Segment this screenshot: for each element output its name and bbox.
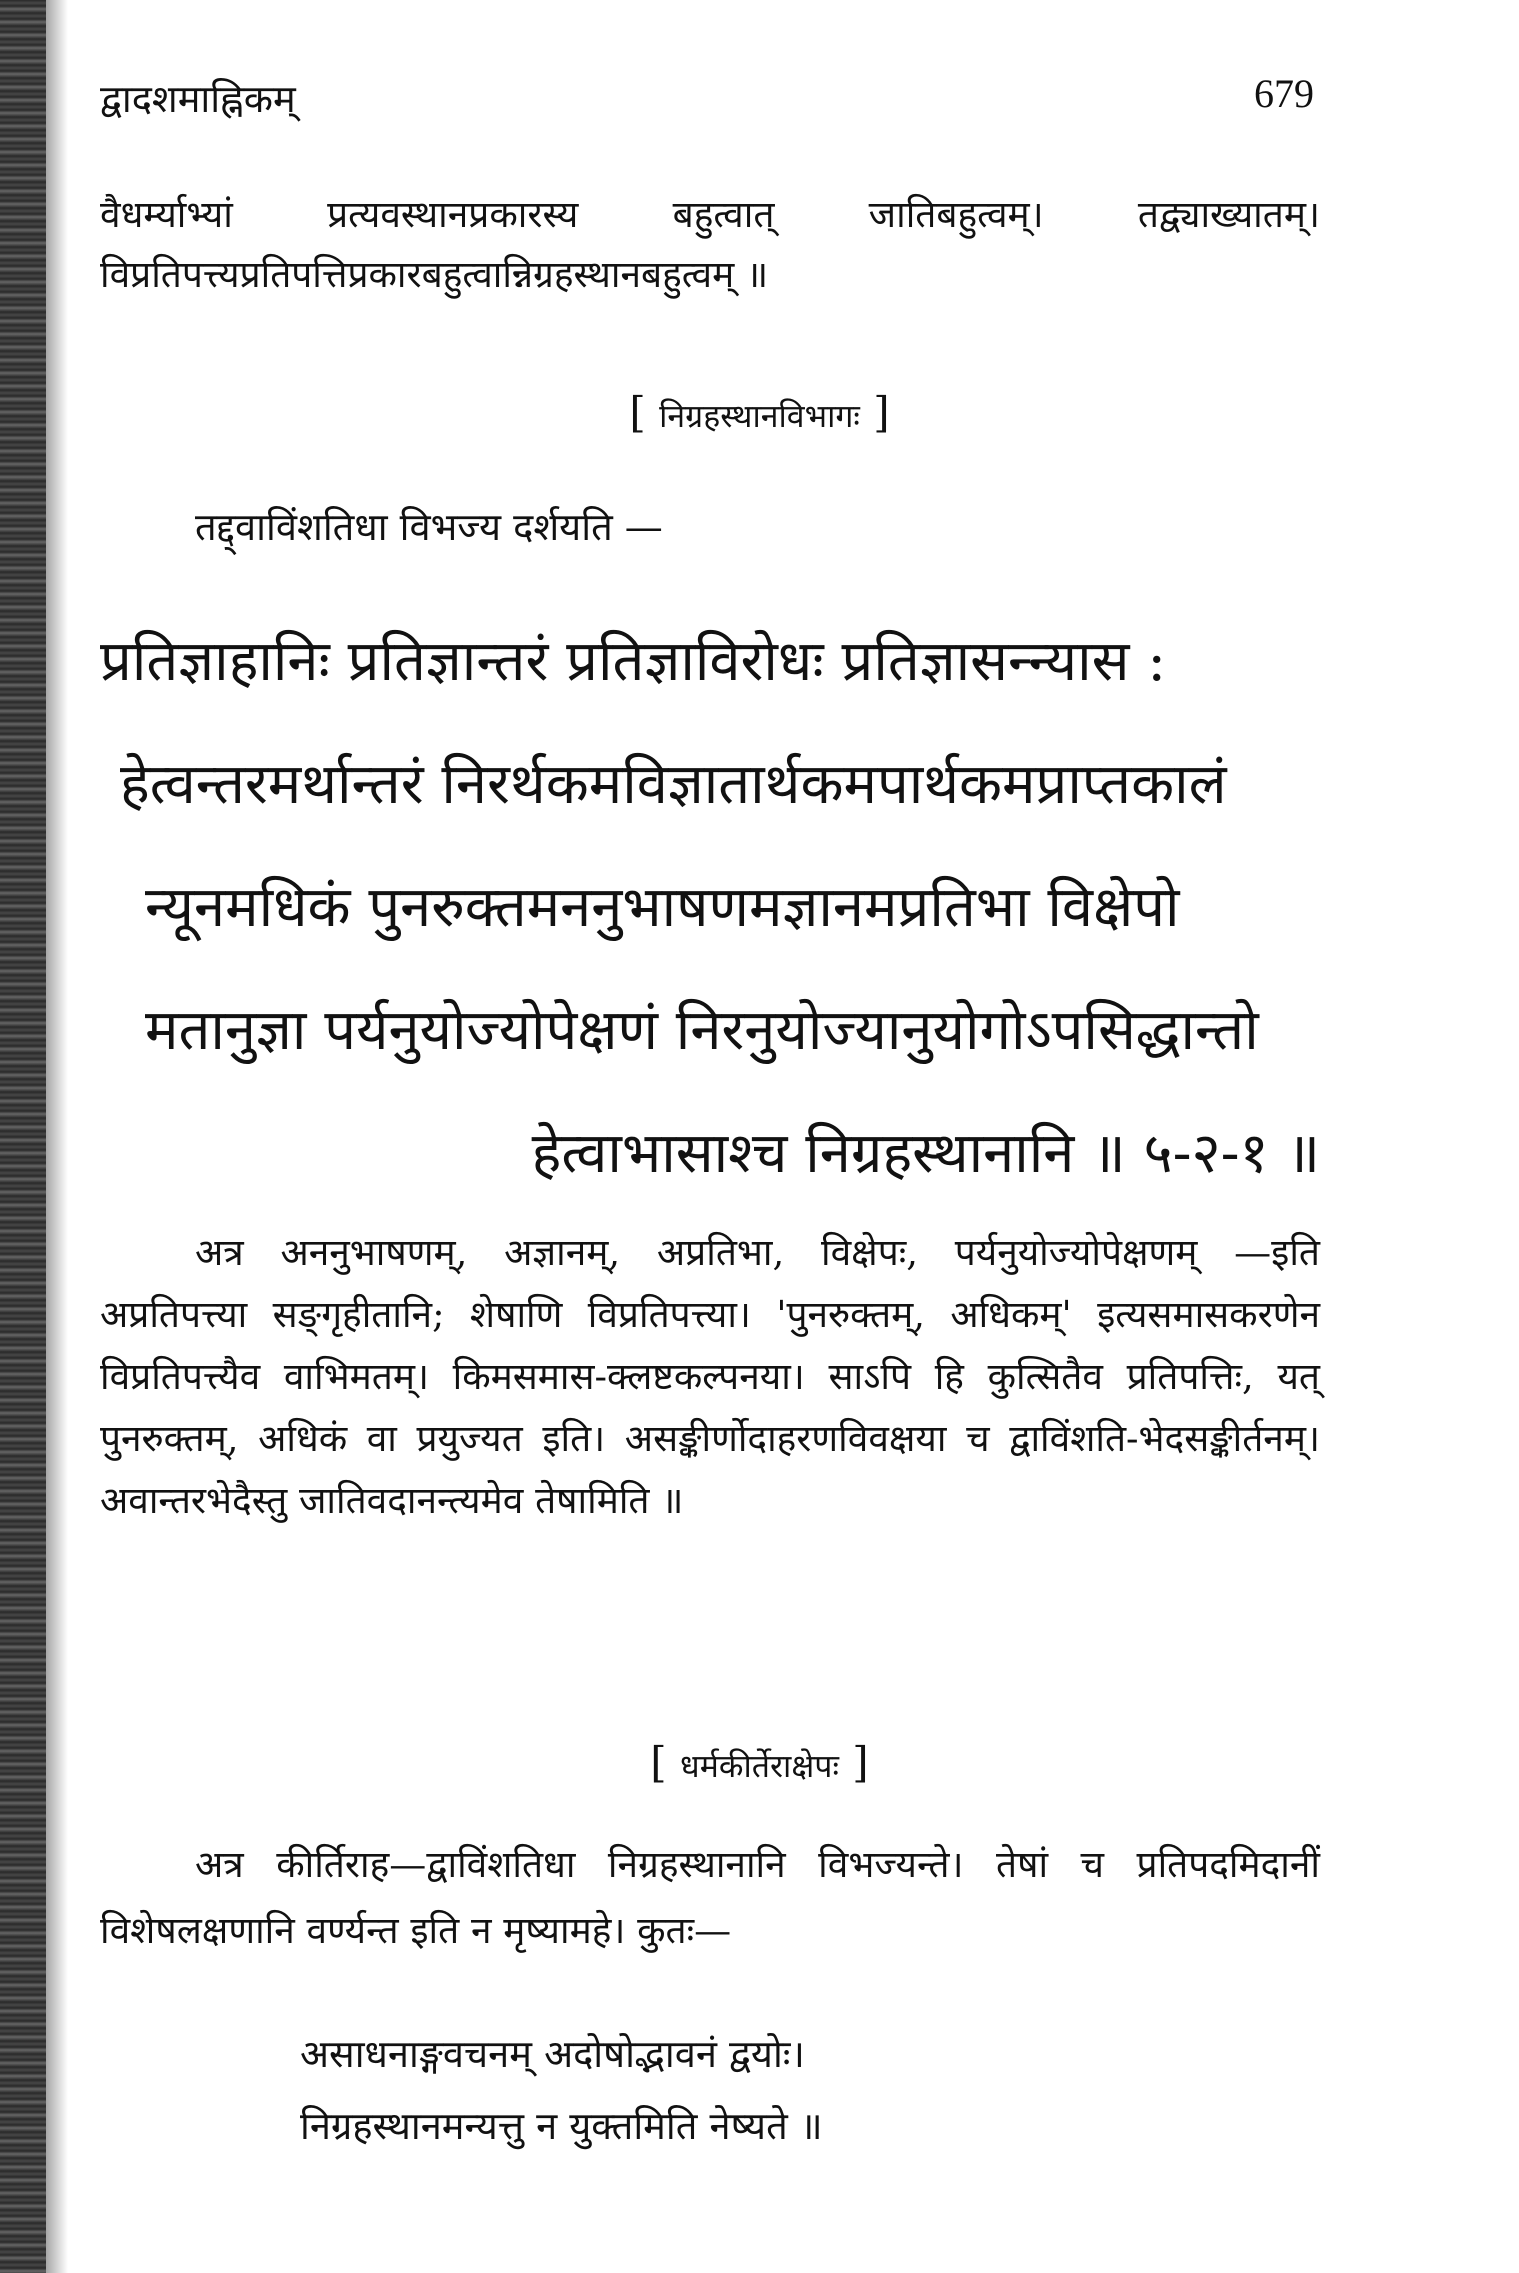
section-heading-1: [0, 388, 1519, 437]
sutra-line: प्रतिज्ञाहानिः प्रतिज्ञान्तरं प्रतिज्ञाविरोधः प्रतिज्ञासन्न्यास :: [100, 629, 1167, 694]
sutra-line: मतानुज्ञा पर्यनुयोज्योपेक्षणं निरनुयोज्यानुयोगोऽपसिद्धान्तो: [145, 998, 1259, 1063]
section-heading-2-text: धर्मकीर्तेराक्षेपः: [680, 1747, 839, 1785]
section-heading-1-text: निग्रहस्थानविभागः: [659, 397, 860, 435]
objection-paragraph: अत्र कीर्तिराह—द्वाविंशतिधा निग्रहस्थानानि विभज्यन्ते। तेषां च प्रतिपदमिदानीं विशेषलक्षणानि वर्ण्यन्त इति न मृष्यामहे। कुतः—: [100, 1843, 1320, 1952]
scan-binding-shadow: [46, 0, 68, 2273]
section-heading-2: [0, 1738, 1519, 1787]
page-number: 679: [1254, 71, 1314, 116]
scan-binding-edge: [0, 0, 46, 2273]
commentary-paragraph: अत्र अननुभाषणम्, अज्ञानम्, अप्रतिभा, विक्षेपः, पर्यनुयोज्योपेक्षणम् —इति अप्रतिपत्त्या सङ्गृहीतानि; शेषाणि विप्रतिपत्त्या। 'पुनरुक्तम्, अधिकम्' इत्यसमासकरणेन विप्रतिपत्त्यैव वाभिमतम्। किमसमास-क्लष्टकल्पनया। साऽपि हि कुत्सितैव प्रतिपत्तिः, यत् पुनरुक्तम्, अधिकं वा प्रयुज्यत इति। असङ्कीर्णोदाहरणविवक्षया च द्वाविंशति-भेदसङ्कीर्तनम्। अवान्तरभेदैस्तु जातिवदानन्त्यमेव तेषामिति ॥: [100, 1231, 1320, 1522]
bracket-close: ]: [859, 388, 890, 437]
verse-block: [300, 2018, 823, 2162]
sutra-intro: तद्द्वाविंशतिधा विभज्य दर्शयति —: [195, 505, 663, 549]
bracket-open: [: [629, 388, 660, 437]
sutra-line: न्यूनमधिकं पुनरुक्तमननुभाषणमज्ञानमप्रतिभा विक्षेपो: [145, 875, 1180, 940]
sutra-line-numbered: हेत्वाभासाश्च निग्रहस्थानानि ॥ ५-२-१ ॥: [531, 1121, 1320, 1186]
bracket-open: [: [650, 1738, 681, 1787]
bracket-close: ]: [838, 1738, 869, 1787]
verse-line: निग्रहस्थानमन्यत्तु न युक्तमिति नेष्यते ॥: [300, 2104, 823, 2148]
top-paragraph: वैधर्म्याभ्यां प्रत्यवस्थानप्रकारस्य बहुत्वात् जातिबहुत्वम्। तद्व्याख्यातम्। विप्रतिपत्त्यप्रतिपत्तिप्रकारबहुत्वान्निग्रहस्थानबहुत्वम् ॥: [100, 193, 1320, 296]
verse-line: असाधनाङ्गवचनम् अदोषोद्भावनं द्वयोः।: [300, 2032, 805, 2076]
sutra-line: हेत्वन्तरमर्थान्तरं निरर्थकमविज्ञातार्थकमपार्थकमप्राप्तकालं: [120, 752, 1227, 817]
running-head: द्वादशमाह्निकम्: [100, 77, 296, 121]
sutra-block: [100, 600, 1320, 1215]
